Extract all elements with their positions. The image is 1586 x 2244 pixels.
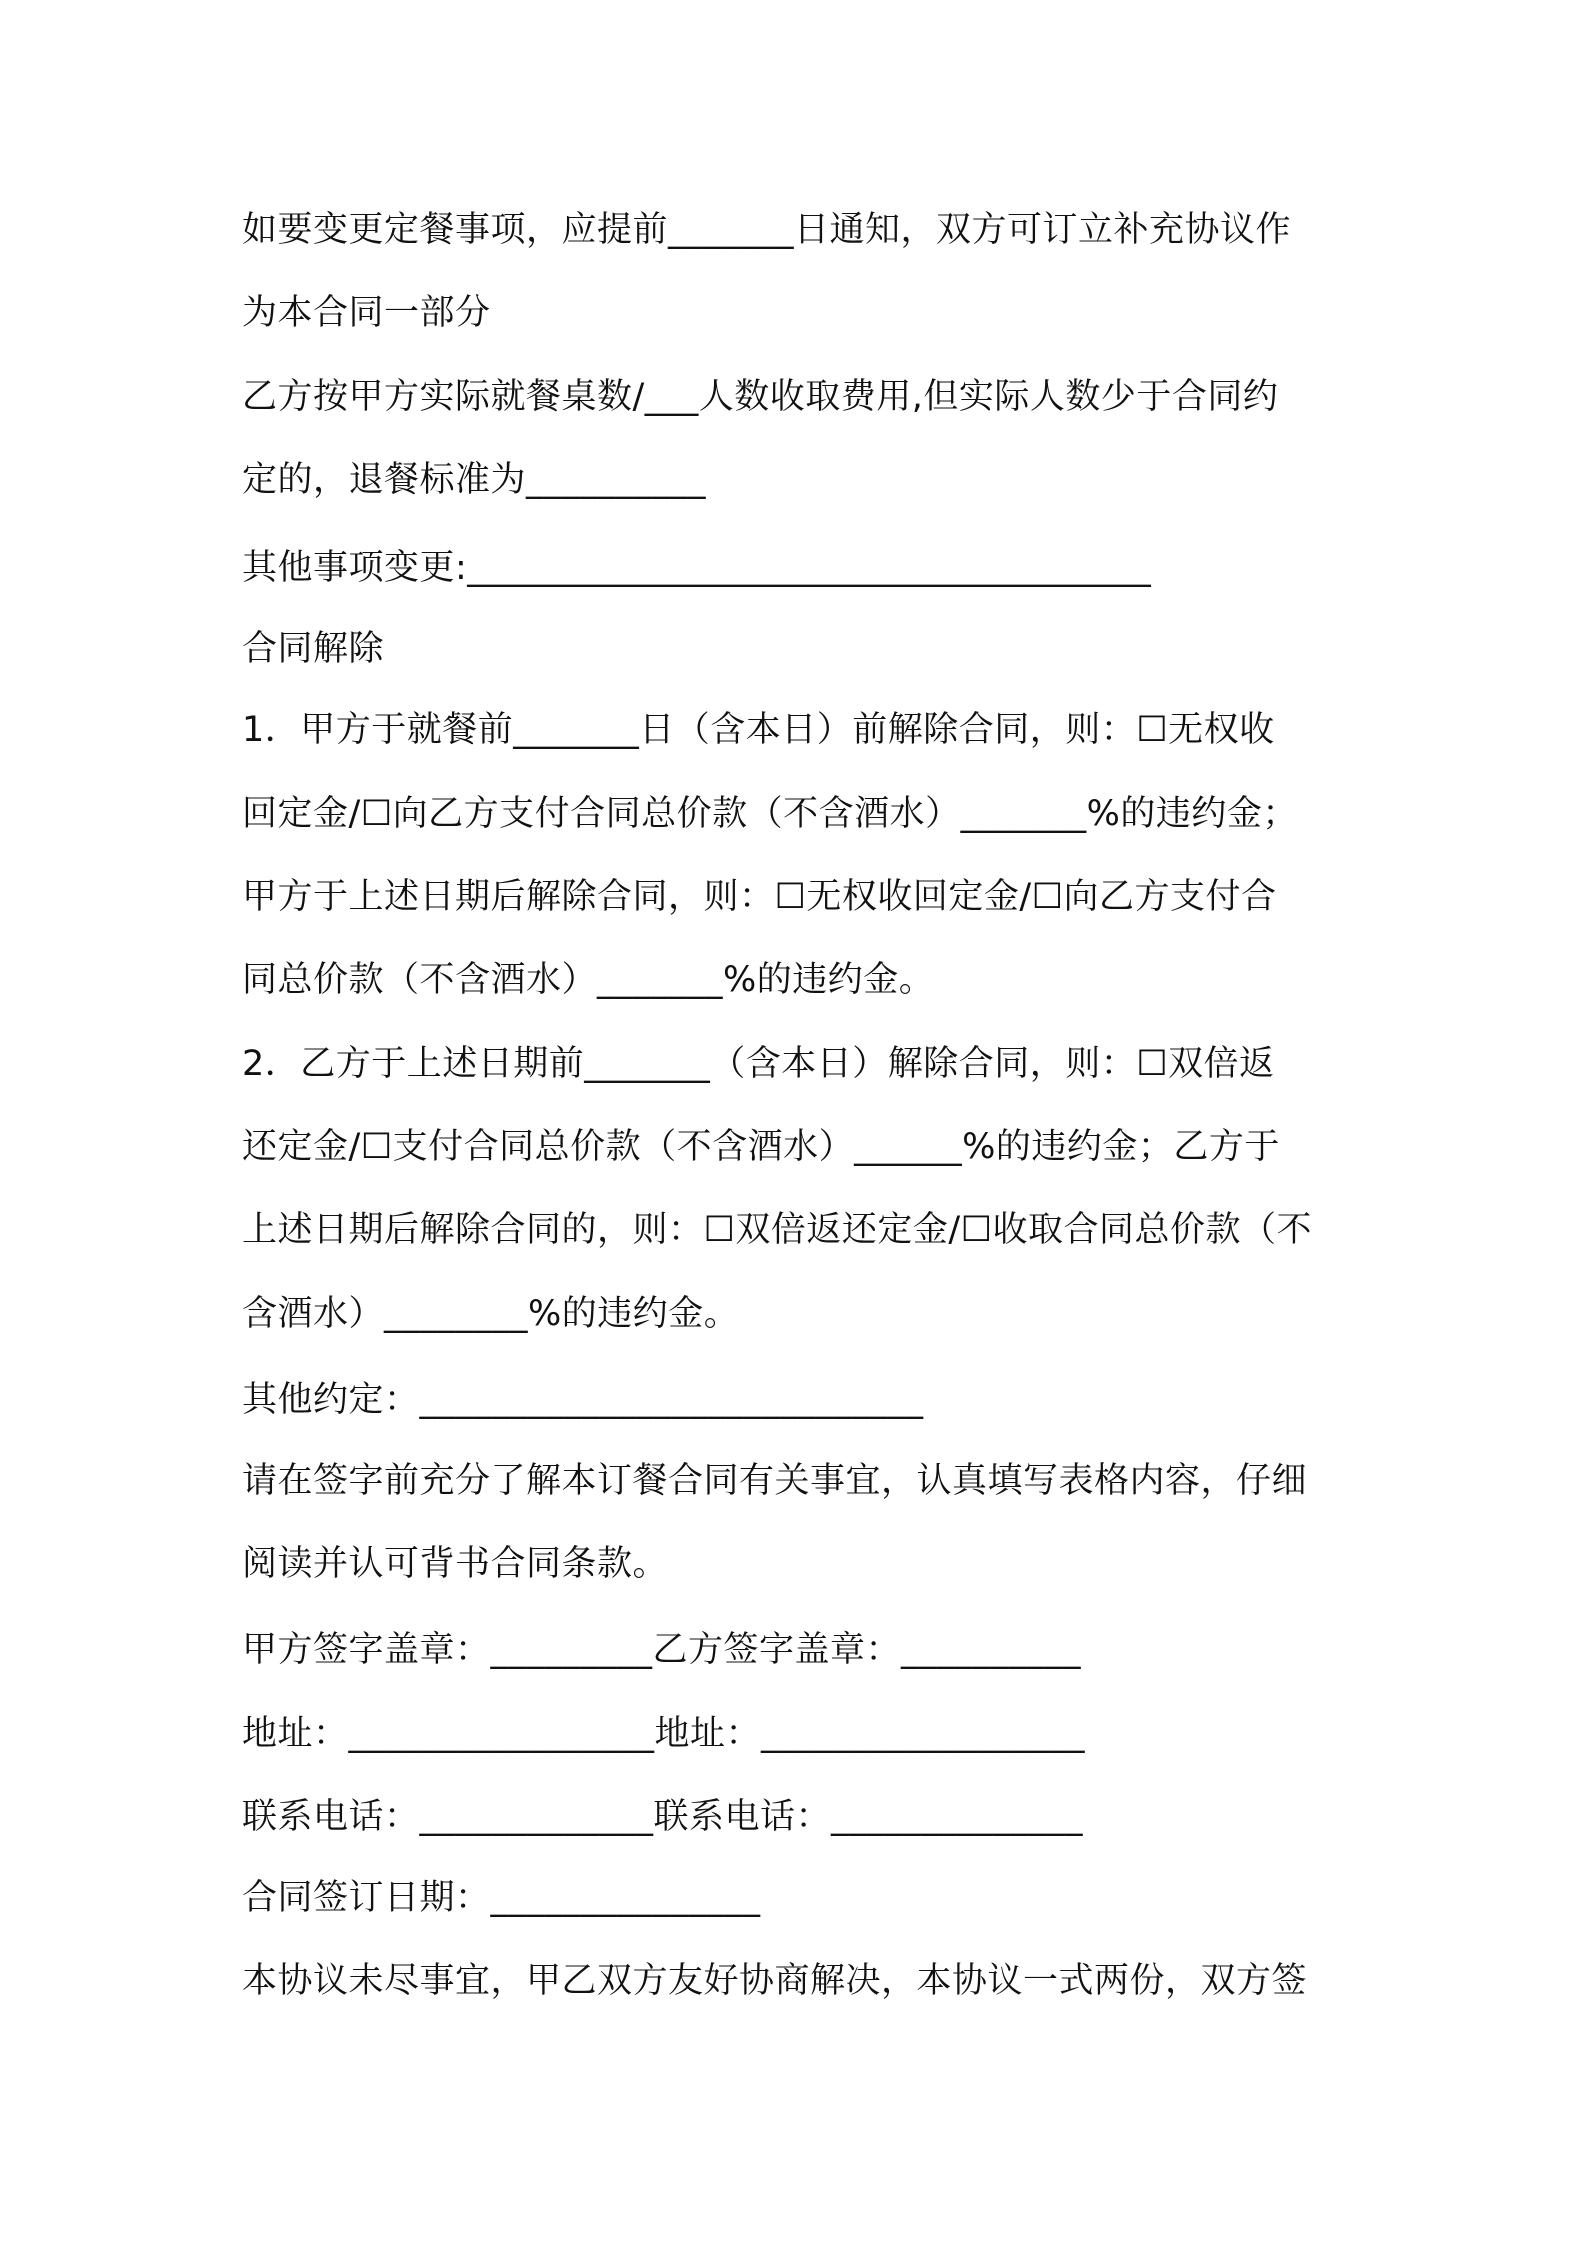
text-line-phones: 联系电话：_____________联系电话：______________	[242, 1797, 1084, 1837]
text-line-addresses: 地址：_________________地址：__________________	[242, 1714, 1086, 1754]
section-heading-termination: 合同解除	[242, 629, 385, 669]
text-line-read-terms: 阅读并认可背书合同条款。	[242, 1544, 669, 1584]
text-line-party-a-termination: 1．甲方于就餐前_______日（含本日）前解除合同，则：☐无权收	[242, 710, 1275, 750]
text-line-refund-standard: 定的，退餐标准为__________	[242, 460, 707, 500]
text-line-party-b-after-date: 上述日期后解除合同的，则：☐双倍返还定金/☐收取合同总价款（不	[242, 1210, 1313, 1250]
text-line-party-b-termination: 2．乙方于上述日期前_______（含本日）解除合同，则：☐双倍返	[242, 1044, 1275, 1084]
text-line-sign-date: 合同签订日期：_______________	[242, 1878, 761, 1918]
text-line-party-a-after-date: 甲方于上述日期后解除合同，则：☐无权收回定金/☐向乙方支付合	[242, 877, 1277, 917]
text-line-other-changes: 其他事项变更:______________________________________	[242, 548, 1152, 588]
text-line-final-clause: 本协议未尽事宜，甲乙双方友好协商解决，本协议一式两份，双方签	[242, 1961, 1308, 2001]
text-line-fee-basis: 乙方按甲方实际就餐桌数/___人数收取费用,但实际人数少于合同约	[242, 377, 1279, 417]
text-line-signatures: 甲方签字盖章：_________乙方签字盖章：__________	[242, 1630, 1082, 1670]
text-line-change-notice: 如要变更定餐事项，应提前_______日通知，双方可订立补充协议作	[242, 210, 1292, 250]
text-line-party-b-penalty: 还定金/☐支付合同总价款（不含酒水）______%的违约金；乙方于	[242, 1127, 1280, 1167]
text-line-sign-notice: 请在签字前充分了解本订餐合同有关事宜，认真填写表格内容，仔细	[242, 1461, 1308, 1501]
text-line-contract-part: 为本合同一部分	[242, 293, 491, 333]
text-line-party-b-after-penalty: 含酒水）________%的违约金。	[242, 1294, 740, 1334]
text-line-party-a-penalty: 回定金/☐向乙方支付合同总价款（不含酒水）_______%的违约金；	[242, 794, 1298, 834]
text-line-party-a-after-penalty: 同总价款（不含酒水）_______%的违约金。	[242, 960, 935, 1000]
text-line-other-agreements: 其他约定：____________________________	[242, 1380, 924, 1420]
